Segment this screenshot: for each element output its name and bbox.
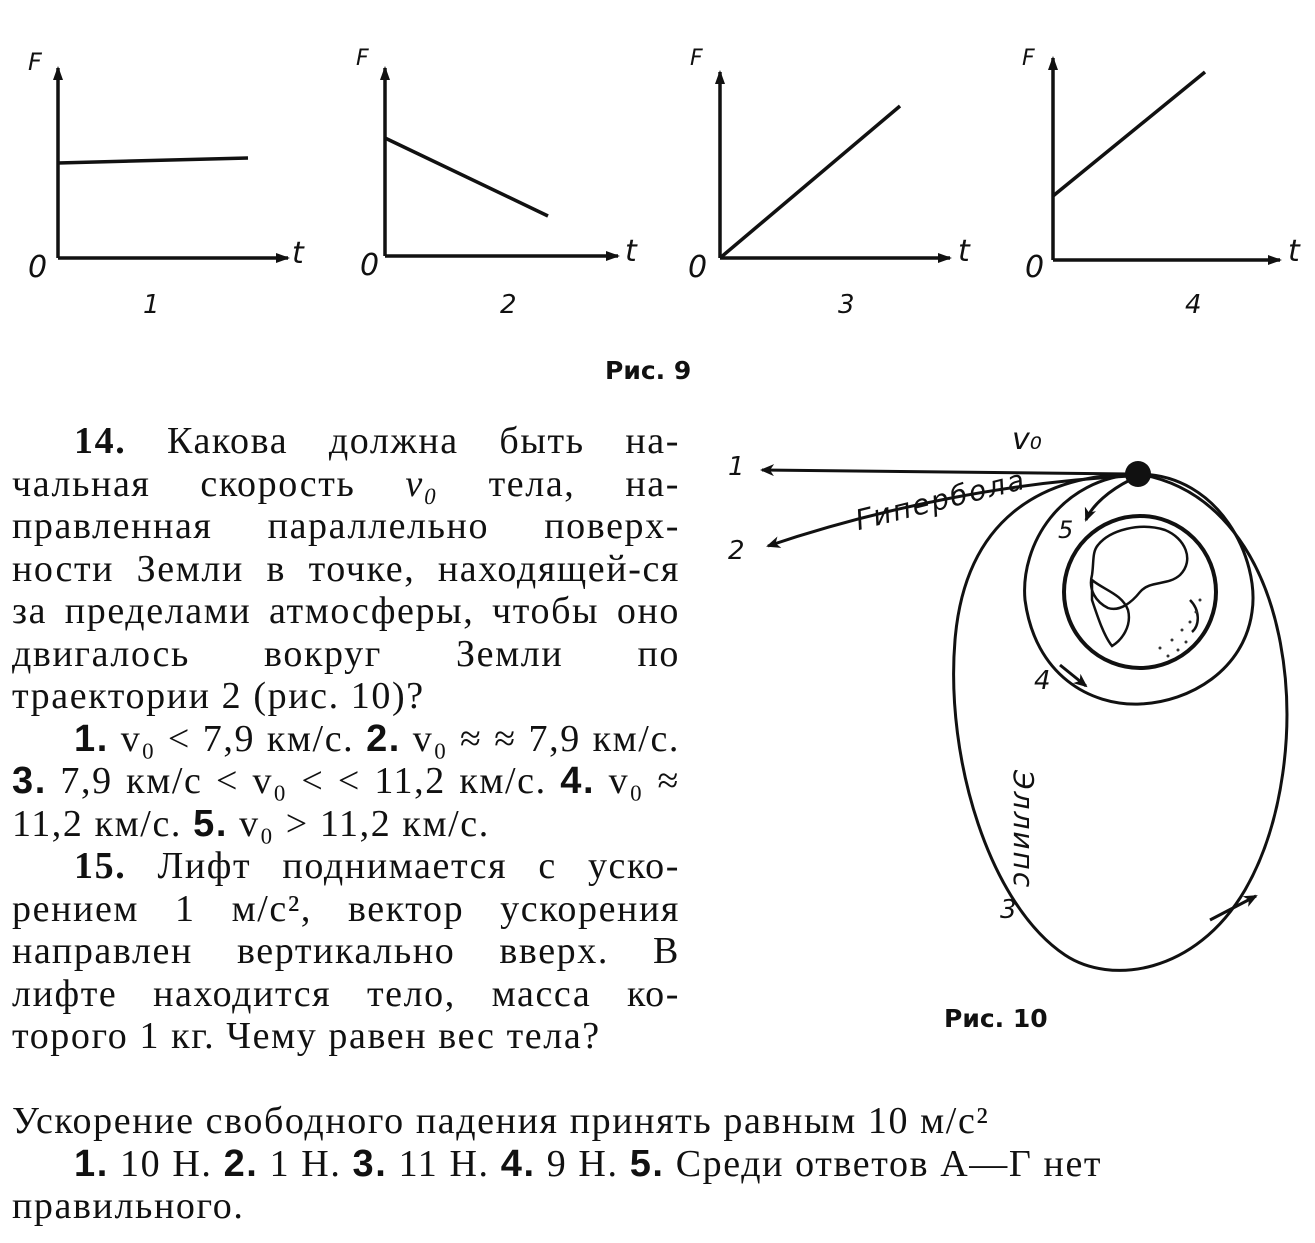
- question-14-text-b: тела, на-правленная параллельно поверх-ности Земли в точке, находящей-ся за пределами атмосферы, чтобы оно двигалось вокруг Земли по траектории 2 (рис. 10)?: [12, 462, 680, 717]
- question-14-number: 14.: [74, 420, 127, 462]
- graph-3-xlabel: t: [958, 234, 970, 269]
- graph-3-ylabel: F: [690, 46, 703, 71]
- q14-option-1: v₀ < 7,9 км/с.: [120, 717, 355, 760]
- hyperbola-label: Гипербола: [852, 462, 1030, 538]
- trajectory-4-arrow: [1060, 665, 1086, 686]
- figure-10-caption: Рис. 10: [944, 1004, 1048, 1033]
- question-15-text-b: Ускорение свободного падения принять равным 10 м/с²: [12, 1100, 990, 1142]
- trajectory-4-label: 4: [1034, 666, 1051, 696]
- graph-1-ylabel: F: [28, 48, 42, 76]
- q14-option-1-number: 1.: [74, 717, 109, 760]
- figure-9: [0, 0, 1315, 340]
- question-14-text-a: Какова должна быть на-чальная скорость: [12, 420, 680, 505]
- graph-2-origin: 0: [360, 248, 380, 283]
- question-14-options: [12, 718, 680, 846]
- q15-option-5-number: 5.: [629, 1142, 665, 1185]
- q15-option-4-number: 4.: [500, 1142, 536, 1185]
- questions-column: [12, 420, 680, 1058]
- question-15-options: [12, 1143, 1307, 1228]
- q14-option-2: v₀ ≈ ≈ 7,9 км/с.: [412, 717, 681, 760]
- q15-option-2: 1 Н.: [269, 1142, 342, 1185]
- v0-label: v₀: [1012, 422, 1042, 457]
- graph-2-line: [385, 138, 548, 216]
- q15-option-2-number: 2.: [223, 1142, 259, 1185]
- question-14: [12, 420, 680, 718]
- trajectory-1-label: 1: [728, 452, 745, 482]
- trajectory-3-label: 3: [1000, 895, 1017, 925]
- figure-9-caption: Рис. 9: [605, 356, 692, 385]
- graph-3-origin: 0: [688, 250, 708, 285]
- graph-4-origin: 0: [1025, 250, 1045, 285]
- q15-option-3: 11 Н.: [398, 1142, 490, 1185]
- q14-option-5: v₀ > 11,2 км/с.: [239, 802, 490, 845]
- graph-4-ylabel: F: [1022, 46, 1035, 71]
- question-15-continuation: [12, 1100, 1307, 1228]
- graph-2-xlabel: t: [625, 234, 637, 269]
- q14-option-3-number: 3.: [12, 760, 47, 802]
- graph-1-origin: 0: [28, 250, 48, 285]
- q14-option-4-number: 4.: [560, 760, 596, 802]
- graph-2-ylabel: F: [356, 46, 369, 71]
- q14-option-2-number: 2.: [366, 717, 401, 760]
- graph-3-line: [720, 106, 900, 258]
- trajectory-3-arrow: [1210, 896, 1256, 920]
- graph-2-number: 2: [500, 290, 517, 320]
- graph-1-line: [58, 158, 248, 163]
- graph-4-line: [1053, 72, 1205, 196]
- q15-option-1-number: 1.: [74, 1142, 109, 1185]
- graph-4-number: 4: [1185, 290, 1202, 320]
- q14-option-3: 7,9 км/с < v₀ < < 11,2 км/с.: [60, 760, 547, 802]
- graph-1-number: 1: [143, 290, 160, 320]
- q15-option-4: 9 Н.: [546, 1142, 619, 1185]
- q15-option-5: Среди ответов А—Г нет правильного.: [12, 1142, 1103, 1227]
- body: [1125, 461, 1151, 487]
- q14-option-4: v₀ ≈ 11,2 км/с.: [12, 760, 680, 845]
- question-15: [12, 845, 680, 1058]
- graph-4-xlabel: t: [1288, 234, 1300, 269]
- question-14-var: v₀: [405, 462, 439, 505]
- ellipse-label: Эллипс: [1007, 770, 1040, 890]
- question-15-text-a: Лифт поднимается с уско-рением 1 м/с², вектор ускорения направлен вертикально вверх. В лифте находится тело, масса ко-торого 1 кг. Чему равен вес тела?: [12, 845, 680, 1057]
- q15-option-3-number: 3.: [352, 1142, 388, 1185]
- q15-option-1: 10 Н.: [120, 1142, 213, 1185]
- question-15-number: 15.: [74, 845, 127, 887]
- graph-1-xlabel: t: [292, 236, 304, 271]
- trajectory-5-label: 5: [1058, 516, 1074, 544]
- trajectory-2-label: 2: [728, 536, 745, 566]
- q14-option-5-number: 5.: [193, 802, 229, 845]
- graph-3-number: 3: [838, 290, 855, 320]
- trajectory-1: [762, 470, 1130, 474]
